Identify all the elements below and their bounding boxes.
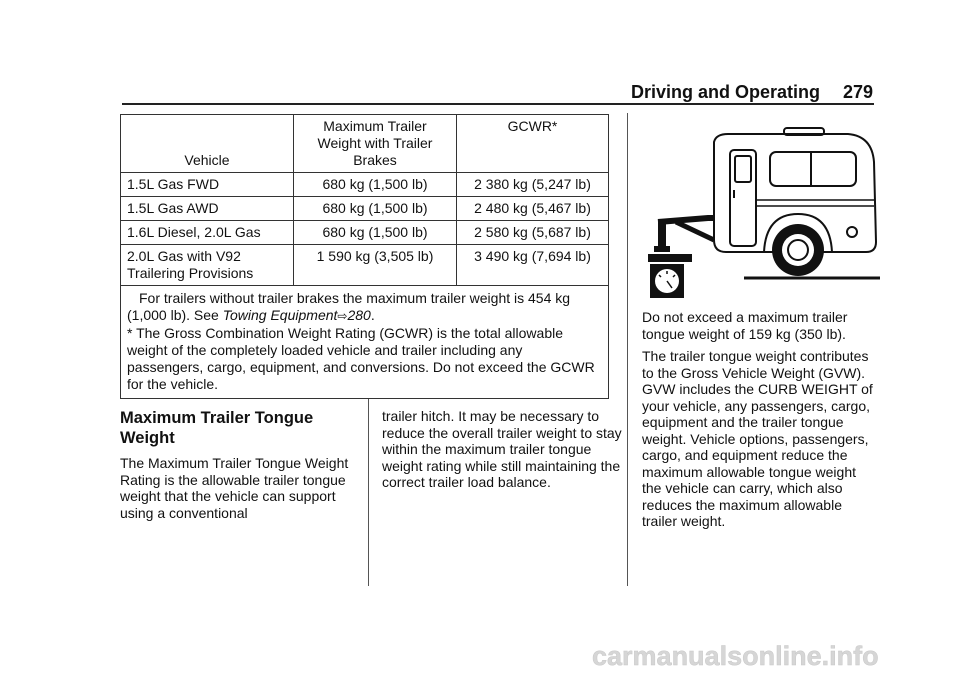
table-row xyxy=(121,245,609,286)
cell-vehicle: 1.6L Diesel, 2.0L Gas xyxy=(121,221,294,245)
header-line: Weight with Trailer xyxy=(317,135,433,151)
cell-max-weight: 1 590 kg (3,505 lb) xyxy=(294,245,457,286)
column-header-gcwr: GCWR* xyxy=(457,115,609,173)
page-ref-arrow-icon: ⇨ xyxy=(337,309,348,323)
footnote: * The Gross Combination Weight Rating (GCWR) is the total allowable weight of the completely loaded vehicle and trailer including any passengers, cargo, equipment, and conversions. Do not exceed the GCWR for the vehicle. xyxy=(127,325,595,392)
page-number: 279 xyxy=(843,82,874,102)
column-divider xyxy=(627,113,628,586)
header-line: Brakes xyxy=(353,152,397,168)
note-text: . xyxy=(370,307,375,323)
cell-vehicle: 1.5L Gas AWD xyxy=(121,197,294,221)
table-row xyxy=(121,173,609,197)
marker-light-icon xyxy=(847,227,857,237)
cell-gcwr: 3 490 kg (7,694 lb) xyxy=(457,245,609,286)
towing-equipment-link[interactable]: Towing Equipment xyxy=(222,307,338,323)
table-row xyxy=(121,197,609,221)
cell-gcwr: 2 380 kg (5,247 lb) xyxy=(457,173,609,197)
svg-text:carmanualsonline.info: carmanualsonline.info xyxy=(592,641,879,671)
section-heading: Maximum Trailer Tongue Weight xyxy=(120,409,314,447)
column-header-vehicle: Vehicle xyxy=(121,115,294,173)
cell-line: Trailering Provisions xyxy=(127,265,254,281)
cell-max-weight: 680 kg (1,500 lb) xyxy=(294,197,457,221)
trailer-window-icon xyxy=(770,152,856,186)
cell-gcwr: 2 580 kg (5,687 lb) xyxy=(457,221,609,245)
paragraph: The Maximum Trailer Tongue Weight Rating is the allowable trailer tongue weight that the vehicle can support using a conventional xyxy=(120,455,349,521)
cell-max-weight: 680 kg (1,500 lb) xyxy=(294,221,457,245)
trailer-tongue-icon xyxy=(658,218,714,222)
column-header-max-weight xyxy=(294,115,457,173)
scale-platform-icon xyxy=(648,254,692,262)
header-line: Maximum Trailer xyxy=(323,118,427,134)
cell-vehicle xyxy=(121,245,294,286)
trailer-tongue-weight-illustration xyxy=(648,122,880,298)
table-note-row xyxy=(121,286,609,399)
table-note xyxy=(121,286,609,399)
table-row xyxy=(121,221,609,245)
cell-vehicle: 1.5L Gas FWD xyxy=(121,173,294,197)
paragraph: trailer hitch. It may be necessary to reduce the overall trailer weight to stay within the maximum trailer tongue weight rating while still maintaining the correct trailer load balance. xyxy=(382,408,622,490)
note-line: For trailers without trailer brakes the maximum trailer weight is 454 kg xyxy=(139,290,571,306)
note-text: (1,000 lb). See xyxy=(127,307,223,323)
column-divider xyxy=(368,398,369,586)
table-header-row xyxy=(121,115,609,173)
cell-gcwr: 2 480 kg (5,467 lb) xyxy=(457,197,609,221)
note-line xyxy=(127,307,602,325)
cell-line: 2.0L Gas with V92 xyxy=(127,248,241,264)
cell-max-weight: 680 kg (1,500 lb) xyxy=(294,173,457,197)
paragraph: Do not exceed a maximum trailer tongue weight of 159 kg (350 lb). xyxy=(642,309,848,342)
section-title: Driving and Operating xyxy=(631,82,821,102)
towing-spec-table xyxy=(120,114,609,399)
paragraph: The trailer tongue weight contributes to the Gross Vehicle Weight (GVW). GVW includes the CURB WEIGHT of your vehicle, any passengers, cargo, equipment and the trailer tongue weight. Vehicle options, passengers, cargo, and equipment reduce the maximum allowable tongue weight the vehicle can carry, which also reduces the maximum allowable trailer weight. xyxy=(642,348,873,529)
page-ref-number[interactable]: 280 xyxy=(347,307,371,323)
header-rule xyxy=(122,103,874,105)
watermark-logo xyxy=(590,640,950,674)
